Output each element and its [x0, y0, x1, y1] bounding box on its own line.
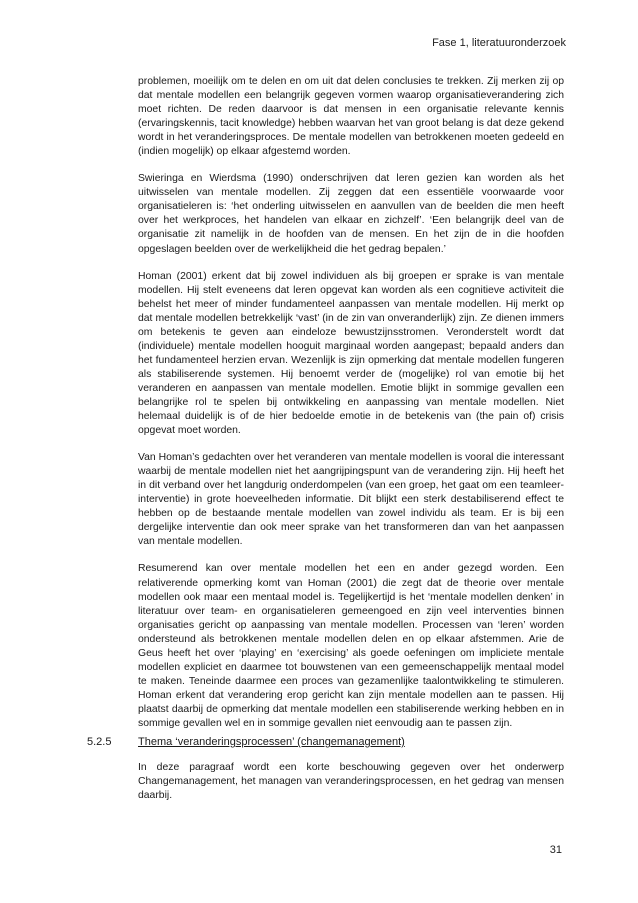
body-text	[138, 75, 564, 744]
paragraph-section-intro: In deze paragraaf wordt een korte beschouwing gegeven over het onderwerp Changemanagement, het managen van veranderingsprocessen, en het gedrag van mensen daarbij.	[138, 762, 564, 802]
running-header: Fase 1, literatuuronderzoek	[432, 37, 566, 49]
paragraph-summary: Resumerend kan over mentale modellen het een en ander gezegd worden. Een relativerende opmerking komt van Homan (2001) die zegt dat de theorie over mentale modellen ook maar een mentaal model is. Tegelijkertijd is het ‘mentale modellen denken’ in literatuur over team- en organisatieleren gemeengoed en zijn veel interventies binnen organisaties gericht op aanpassing van mentale modellen. Processen van ‘leren’ worden ondersteund als betrokkenen mentale modellen delen en op elkaar afstemmen. Arie de Geus heeft het over ‘playing’ en ‘exercising’ als goede oefeningen om impliciete mentale modellen expliciet en daarmee tot bouwstenen van een gemeenschappelijk mentaal model te maken. Teneinde daarmee een proces van gezamenlijke taalontwikkeling te stimuleren. Homan erkent dat verandering erop gericht kan zijn mentale modellen aan te passen. Hij plaatst daarbij de opmerking dat mentale modellen een stabiliserende werking hebben en in sommige gevallen wel en in sommige gevallen niet eenvoudig aan te passen zijn.	[138, 563, 564, 729]
paragraph-swieringa-wierdsma: Swieringa en Wierdsma (1990) onderschrijven dat leren gezien kan worden als het uitwisselen van mentale modellen. Zij zeggen dat een essentiële voorwaarde voor organisatieleren is: ‘het onderling uitwisselen en aanvullen van de beelden die men heeft over het werkproces, het handelen van elkaar en zichzelf’. ‘Een belangrijk deel van de organisatie zit namelijk in de hoofden van de mensen. En het zijn de in die hoofden opgeslagen beelden over de werkelijkheid die het gedrag bepalen.’	[138, 173, 564, 255]
section-title: Thema ‘veranderingsprocessen’ (changemanagement)	[138, 736, 405, 748]
paragraph-homan-2001: Homan (2001) erkent dat bij zowel individuen als bij groepen er sprake is van mentale modellen. Hij stelt eveneens dat leren opgevat kan worden als een cognitieve activiteit die behelst het meer of minder fundamenteel aanpassen van mentale modellen. Hij merkt op dat mentale modellen betrekkelijk ‘vast’ (in de zin van onveranderlijk) zijn. Ze dienen immers om betekenis te geven aan eindeloze bewustzijnsstromen. Veronderstelt wordt dat (individuele) mentale modellen hooguit marginaal worden aangepast; bepaald anders dan het fundamenteel herzien ervan. Wezenlijk is zijn opmerking dat mentale modellen fungeren als stabiliserende systemen. Hij benoemt verder de (mogelijke) rol van emotie bij het veranderen en aanpassen van mentale modellen. Emotie blijkt in sommige gevallen een belangrijke rol te spelen bij ontwikkeling en aanpassing van mentale modellen. Niet helemaal duidelijk is of de hier bedoelde emotie in de betekenis van (the pain of) crisis opgevat moet worden.	[138, 270, 564, 437]
paragraph-mental-models-continued: problemen, moeilijk om te delen en om uit dat delen conclusies te trekken. Zij merken zij op dat mentale modellen een belangrijk gegeven vormen waarop organisatieverandering zich moet richten. De reden daarvoor is dat mensen in een organisatie relevante kennis (ervaringskennis, tacit knowledge) hebben waarvan het van groot belang is dat deze gekend wordt in het veranderingsproces. De mentale modellen van betrokkenen moeten gedeeld en (indien mogelijk) op elkaar afgestemd worden.	[138, 76, 564, 158]
section-number: 5.2.5	[87, 736, 112, 748]
page-number: 31	[549, 844, 562, 856]
paragraph-homan-thoughts: Van Homan’s gedachten over het veranderen van mentale modellen is vooral die interessant waarbij de mentale modellen niet het aangrijpingspunt van de verandering zijn. Hij heeft het in dit verband over het langdurig onderdompelen (van een groep, het gaat om een teamleer-interventie) in grote hoeveelheden informatie. Dit blijkt een sterk destabiliserend effect te hebben op de bestaande mentale modellen van zowel individu als team. Er is bij een dergelijke interventie dan ook meer sprake van het transformeren dan van het aanpassen van mentale modellen.	[138, 452, 564, 548]
section-intro	[138, 761, 564, 816]
